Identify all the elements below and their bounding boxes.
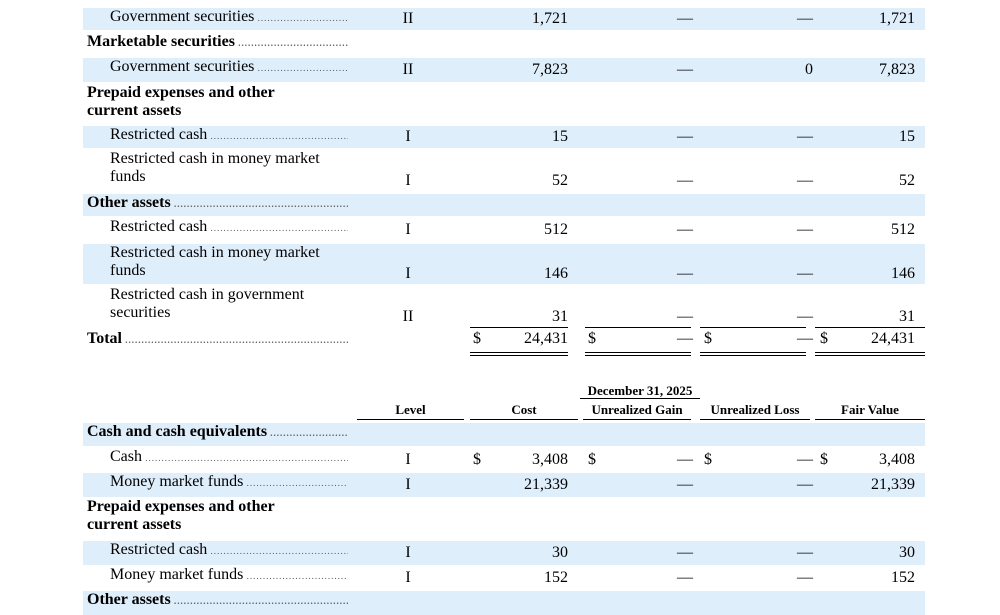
cost-cell: 152 (544, 569, 568, 586)
fair-value-cell: 31 (899, 308, 915, 325)
row-label-clip (83, 448, 348, 472)
total-fair-value: 24,431 (871, 330, 915, 347)
currency-symbol-cost: $ (473, 330, 481, 347)
fair-value-cell: 1,721 (879, 10, 915, 27)
double-underline (470, 352, 568, 356)
total-loss: — (797, 330, 813, 347)
column-header-rule (357, 419, 464, 420)
section-heading: Other assets ..... (87, 591, 322, 610)
table-row (83, 150, 925, 191)
section-heading: Prepaid expenses and other current assets ..... (87, 498, 317, 538)
row-label-clip (83, 591, 348, 615)
fair-value-cell: 146 (891, 265, 915, 282)
fair-value-cell: 152 (891, 569, 915, 586)
unrealized-gain-cell: — (677, 569, 693, 586)
row-label-clip (83, 150, 348, 191)
unrealized-gain-cell: — (677, 172, 693, 189)
table-row (83, 473, 925, 497)
row-label: Restricted cash in money market funds ..... (110, 244, 348, 284)
fair-value-cell: 512 (891, 221, 915, 238)
double-underline (585, 352, 691, 356)
row-label-clip (83, 33, 348, 55)
table-row (83, 33, 925, 55)
section-heading: Other assets ..... (87, 194, 322, 213)
column-header-cost: Cost (511, 402, 537, 417)
column-header-rule (470, 419, 578, 420)
table-row (83, 84, 925, 124)
row-label: Money market funds ..... (110, 473, 345, 492)
fair-value-cell: 52 (899, 172, 915, 189)
fair-value-cell: 30 (899, 544, 915, 561)
period-header: December 31, 2025 (587, 383, 693, 398)
unrealized-loss-cell: — (797, 308, 813, 325)
section-heading: Marketable securities ..... (87, 33, 322, 52)
row-label: Money market funds ..... (110, 566, 345, 585)
currency-symbol-fair: $ (820, 330, 828, 347)
level-cell: I (405, 172, 411, 189)
unrealized-loss-cell: — (797, 451, 813, 468)
fair-value-cell: 21,339 (871, 476, 915, 493)
column-header-fair: Fair Value (841, 402, 899, 417)
level-cell: I (405, 451, 411, 468)
table-row (83, 58, 925, 82)
unrealized-gain-cell: — (677, 451, 693, 468)
unrealized-gain-cell: — (677, 10, 693, 27)
table-row (83, 498, 925, 538)
currency-symbol-cost: $ (473, 451, 481, 468)
total-label: Total ..... (87, 330, 348, 349)
currency-symbol-fair: $ (820, 451, 828, 468)
row-label-clip (83, 244, 348, 284)
row-label: Restricted cash in government securities ..... (110, 286, 348, 327)
level-cell: II (402, 10, 414, 27)
cost-cell: 146 (544, 265, 568, 282)
row-label: Restricted cash in money market funds ..... (110, 150, 348, 191)
total-cost: 24,431 (524, 330, 568, 347)
double-underline (815, 352, 925, 356)
subtotal-rule (585, 327, 691, 328)
level-cell: I (405, 569, 411, 586)
cost-cell: 15 (552, 128, 568, 145)
table-row (83, 218, 925, 242)
row-label: Restricted cash ..... (110, 218, 345, 237)
unrealized-loss-cell: — (797, 544, 813, 561)
row-label-clip (83, 541, 348, 565)
table-row (83, 448, 925, 472)
row-label: Restricted cash ..... (110, 541, 345, 560)
table-row (83, 194, 925, 216)
row-label: Government securities ..... (110, 58, 345, 77)
table-row (83, 244, 925, 284)
column-header-gain: Unrealized Gain (591, 402, 683, 417)
fair-value-cell: 15 (899, 128, 915, 145)
double-underline (700, 352, 806, 356)
cost-cell: 31 (552, 308, 568, 325)
column-header-level: Level (395, 402, 426, 417)
column-header-rule (700, 419, 810, 420)
unrealized-gain-cell: — (677, 61, 693, 78)
level-cell: I (405, 265, 411, 282)
subtotal-rule (700, 327, 806, 328)
level-cell: II (402, 61, 414, 78)
column-header-rule (815, 419, 925, 420)
unrealized-gain-cell: — (677, 544, 693, 561)
cost-cell: 30 (552, 544, 568, 561)
subtotal-rule (815, 327, 925, 328)
table-row (83, 541, 925, 565)
table-row (83, 566, 925, 590)
row-label-clip (83, 423, 348, 446)
cost-cell: 3,408 (532, 451, 568, 468)
unrealized-gain-cell: — (677, 476, 693, 493)
currency-symbol-loss: $ (704, 330, 712, 347)
level-cell: I (405, 128, 411, 145)
unrealized-loss-cell: — (797, 569, 813, 586)
table-row (83, 286, 925, 327)
row-label: Cash ..... (110, 448, 345, 467)
table-row (83, 8, 925, 30)
fair-value-cell: 7,823 (879, 61, 915, 78)
unrealized-gain-cell: — (677, 221, 693, 238)
unrealized-loss-cell: — (797, 172, 813, 189)
unrealized-gain-cell: — (677, 308, 693, 325)
currency-symbol-gain: $ (588, 451, 596, 468)
row-label-clip (83, 194, 348, 216)
period-header-rule (580, 398, 700, 399)
unrealized-loss-cell: — (797, 221, 813, 238)
row-label-clip (83, 58, 348, 82)
unrealized-loss-cell: — (797, 265, 813, 282)
unrealized-loss-cell: — (797, 476, 813, 493)
section-heading: Cash and cash equivalents ..... (87, 423, 322, 442)
row-label-clip (83, 330, 348, 352)
row-label-clip (83, 84, 348, 124)
row-label-clip (83, 218, 348, 242)
cost-cell: 1,721 (532, 10, 568, 27)
row-label-clip (83, 566, 348, 590)
row-label-clip (83, 8, 348, 30)
total-gain: — (677, 330, 693, 347)
fair-value-cell: 3,408 (879, 451, 915, 468)
row-label: Government securities ..... (110, 8, 345, 27)
section-heading: Prepaid expenses and other current assets ..... (87, 84, 317, 124)
cost-cell: 512 (544, 221, 568, 238)
unrealized-gain-cell: — (677, 265, 693, 282)
column-header-rule (583, 419, 691, 420)
currency-symbol-loss: $ (704, 451, 712, 468)
row-label-clip (83, 498, 348, 538)
cost-cell: 52 (552, 172, 568, 189)
unrealized-gain-cell: — (677, 128, 693, 145)
table-row (83, 591, 925, 615)
subtotal-rule (470, 327, 568, 328)
table-row (83, 423, 925, 446)
row-label-clip (83, 286, 348, 327)
cost-cell: 7,823 (532, 61, 568, 78)
level-cell: I (405, 221, 411, 238)
row-label: Restricted cash ..... (110, 126, 345, 145)
total-row (83, 330, 925, 352)
level-cell: I (405, 476, 411, 493)
column-header-loss: Unrealized Loss (710, 402, 800, 417)
cost-cell: 21,339 (524, 476, 568, 493)
unrealized-loss-cell: — (797, 10, 813, 27)
currency-symbol-gain: $ (588, 330, 596, 347)
unrealized-loss-cell: 0 (805, 61, 813, 78)
level-cell: I (405, 544, 411, 561)
row-label-clip (83, 473, 348, 497)
unrealized-loss-cell: — (797, 128, 813, 145)
level-cell: II (402, 308, 414, 325)
row-label-clip (83, 126, 348, 148)
table-row (83, 126, 925, 148)
